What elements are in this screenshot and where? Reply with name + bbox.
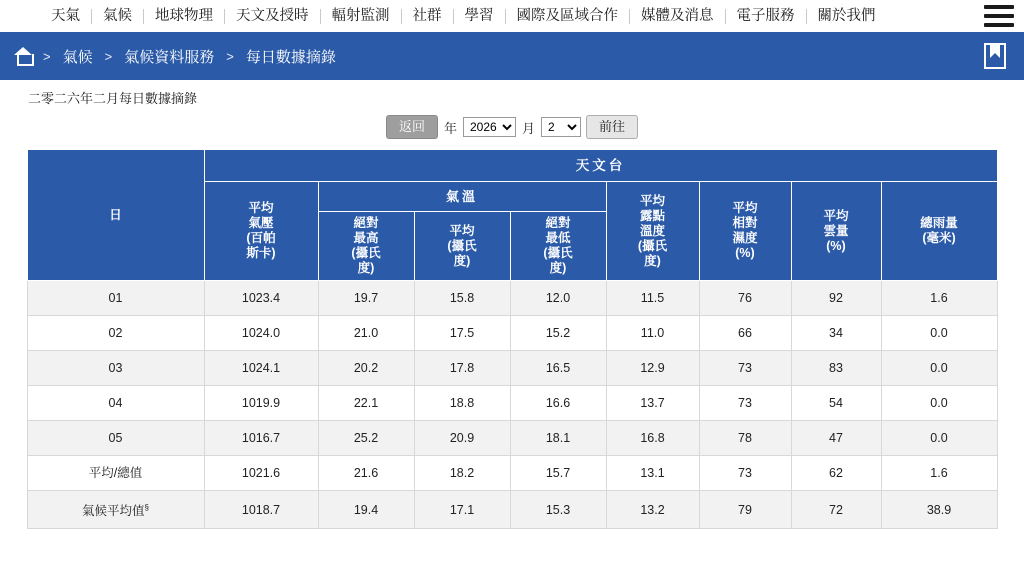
hamburger-bar xyxy=(984,14,1014,18)
col-header-temp-min-line: 絕對 xyxy=(545,216,571,230)
col-header-temp-mean xyxy=(414,212,510,281)
col-header-dewpoint-line: (攝氏 xyxy=(637,238,668,253)
cell-temp-mean: 15.8 xyxy=(414,281,510,316)
cell-rainfall: 1.6 xyxy=(881,281,997,316)
cell-day: 03 xyxy=(27,351,204,386)
cell-temp-mean: 18.2 xyxy=(414,456,510,491)
col-header-temp-min-line: 度) xyxy=(549,261,567,275)
col-header-temp-min-line: (攝氏 xyxy=(543,246,573,260)
breadcrumb xyxy=(14,46,984,67)
col-header-temp-max xyxy=(318,212,414,281)
col-header-temp-mean-line: 度) xyxy=(453,253,471,268)
cell-temp-min: 15.7 xyxy=(510,456,606,491)
col-header-temp-max-line: 最高 xyxy=(353,231,379,245)
col-header-temp-max-line: (攝氏 xyxy=(351,246,381,260)
col-header-temp-max-line: 度) xyxy=(357,261,375,275)
col-header-cloud xyxy=(791,182,881,281)
cell-temp-max: 21.0 xyxy=(318,316,414,351)
nav-item-about-us[interactable]: 關於我們 xyxy=(817,8,876,24)
cell-cloud: 72 xyxy=(791,491,881,529)
col-header-pressure-line: 氣壓 xyxy=(248,216,274,230)
cell-pressure: 1021.6 xyxy=(204,456,318,491)
nav-item-cooperation[interactable]: 國際及區域合作 xyxy=(516,8,618,24)
col-header-cloud-line: 平均 xyxy=(823,208,849,223)
cell-pressure: 1024.1 xyxy=(204,351,318,386)
cell-rainfall: 1.6 xyxy=(881,456,997,491)
cell-temp-min: 18.1 xyxy=(510,421,606,456)
cell-temp-min: 12.0 xyxy=(510,281,606,316)
col-header-dewpoint-line: 露點 xyxy=(639,208,665,223)
breadcrumb-item-daily-extract[interactable]: 每日數據摘錄 xyxy=(245,48,336,66)
nav-item-radiation[interactable]: 輻射監測 xyxy=(331,8,390,24)
cell-temp-mean: 18.8 xyxy=(414,386,510,421)
table-row xyxy=(27,281,997,316)
cell-dewpoint: 13.2 xyxy=(606,491,699,529)
cell-rainfall: 0.0 xyxy=(881,351,997,386)
nav-item-community[interactable]: 社群 xyxy=(412,8,442,24)
cell-temp-max: 25.2 xyxy=(318,421,414,456)
col-header-dewpoint xyxy=(606,182,699,281)
cell-humidity: 66 xyxy=(699,316,791,351)
nav-item-media[interactable]: 媒體及消息 xyxy=(641,8,714,24)
cell-temp-min: 16.6 xyxy=(510,386,606,421)
col-header-temp-mean-line: 平均 xyxy=(449,223,475,238)
cell-temp-mean: 17.5 xyxy=(414,316,510,351)
cell-temp-mean: 17.8 xyxy=(414,351,510,386)
col-header-humidity-line: 相對 xyxy=(732,216,758,230)
cell-temp-max: 19.7 xyxy=(318,281,414,316)
col-header-temperature-group: 氣溫 xyxy=(318,182,606,212)
table-row xyxy=(27,351,997,386)
table-row xyxy=(27,491,997,529)
cell-cloud: 34 xyxy=(791,316,881,351)
cell-cloud: 92 xyxy=(791,281,881,316)
go-button[interactable]: 前往 xyxy=(586,115,638,139)
cell-cloud: 83 xyxy=(791,351,881,386)
cell-pressure: 1023.4 xyxy=(204,281,318,316)
daily-data-table xyxy=(27,149,998,529)
daily-data-table-container xyxy=(26,149,998,529)
col-header-cloud-line: 雲量 xyxy=(823,223,849,238)
col-header-temp-max-line: 絕對 xyxy=(353,216,379,230)
cell-temp-max: 21.6 xyxy=(318,456,414,491)
cell-temp-mean: 20.9 xyxy=(414,421,510,456)
cell-dewpoint: 13.7 xyxy=(606,386,699,421)
cell-humidity: 79 xyxy=(699,491,791,529)
year-label: 年 xyxy=(443,120,457,136)
year-select[interactable] xyxy=(463,117,516,137)
cell-dewpoint: 11.0 xyxy=(606,316,699,351)
daily-data-table-body xyxy=(27,281,997,529)
col-header-station: 天文台 xyxy=(204,150,997,182)
cell-humidity: 76 xyxy=(699,281,791,316)
col-header-cloud-line: (%) xyxy=(826,238,846,253)
col-header-temp-mean-line: (攝氏 xyxy=(447,238,477,253)
table-row xyxy=(27,456,997,491)
cell-dewpoint: 11.5 xyxy=(606,281,699,316)
col-header-humidity-line: 濕度 xyxy=(732,231,758,245)
breadcrumb-separator: > xyxy=(104,48,113,64)
col-header-rainfall xyxy=(881,182,997,281)
cell-rainfall: 38.9 xyxy=(881,491,997,529)
cell-dewpoint: 16.8 xyxy=(606,421,699,456)
cell-pressure: 1024.0 xyxy=(204,316,318,351)
cell-humidity: 73 xyxy=(699,456,791,491)
col-header-humidity-line: (%) xyxy=(735,246,755,260)
cell-day: 02 xyxy=(27,316,204,351)
col-header-pressure-line: (百帕 xyxy=(246,231,276,245)
col-header-pressure-line: 平均 xyxy=(248,201,274,215)
cell-temp-mean: 17.1 xyxy=(414,491,510,529)
back-button[interactable]: 返回 xyxy=(386,115,438,139)
top-navigation-bar xyxy=(0,0,1024,32)
cell-rainfall: 0.0 xyxy=(881,316,997,351)
cell-pressure: 1018.7 xyxy=(204,491,318,529)
nav-item-eservices[interactable]: 電子服務 xyxy=(736,8,795,24)
cell-dewpoint: 13.1 xyxy=(606,456,699,491)
table-row xyxy=(27,316,997,351)
breadcrumb-bar xyxy=(0,32,1024,80)
cell-day: 05 xyxy=(27,421,204,456)
table-row xyxy=(27,386,997,421)
cell-cloud: 47 xyxy=(791,421,881,456)
cell-dewpoint: 12.9 xyxy=(606,351,699,386)
col-header-dewpoint-line: 平均 xyxy=(639,193,665,208)
cell-cloud: 62 xyxy=(791,456,881,491)
cell-humidity: 73 xyxy=(699,351,791,386)
cell-day: 01 xyxy=(27,281,204,316)
col-header-temp-min-line: 最低 xyxy=(545,231,571,245)
home-icon[interactable] xyxy=(14,47,33,65)
col-header-dewpoint-line: 溫度 xyxy=(639,223,665,238)
hamburger-bar xyxy=(984,23,1014,27)
cell-temp-min: 15.3 xyxy=(510,491,606,529)
page-title: 二零二六年二月每日數據摘錄 xyxy=(28,91,198,106)
col-header-pressure-line: 斯卡) xyxy=(246,246,276,260)
month-label: 月 xyxy=(522,120,536,136)
col-header-rainfall-line: 總雨量 xyxy=(920,216,958,230)
footnote-marker: § xyxy=(144,503,149,512)
col-header-humidity-line: 平均 xyxy=(732,201,758,215)
breadcrumb-item-climate[interactable]: 氣候 xyxy=(62,48,93,66)
cell-temp-max: 20.2 xyxy=(318,351,414,386)
hamburger-bar xyxy=(984,5,1014,9)
cell-temp-min: 16.5 xyxy=(510,351,606,386)
cell-pressure: 1019.9 xyxy=(204,386,318,421)
cell-temp-min: 15.2 xyxy=(510,316,606,351)
cell-rainfall: 0.0 xyxy=(881,386,997,421)
page-content xyxy=(0,80,1024,529)
cell-day: 氣候平均值§ xyxy=(27,491,204,529)
col-header-pressure xyxy=(204,182,318,281)
nav-item-astronomy[interactable]: 天文及授時 xyxy=(236,8,309,24)
bookmark-icon[interactable] xyxy=(984,43,1006,69)
cell-humidity: 73 xyxy=(699,386,791,421)
cell-humidity: 78 xyxy=(699,421,791,456)
col-header-day: 日 xyxy=(27,150,204,281)
top-nav-items xyxy=(40,8,970,24)
cell-day: 04 xyxy=(27,386,204,421)
col-header-temp-min xyxy=(510,212,606,281)
breadcrumb-separator: > xyxy=(226,48,234,64)
breadcrumb-separator: > xyxy=(43,48,51,64)
nav-item-climate[interactable]: 氣候 xyxy=(103,8,132,24)
cell-rainfall: 0.0 xyxy=(881,421,997,456)
nav-item-weather[interactable]: 天氣 xyxy=(51,8,80,24)
nav-item-geophysics[interactable]: 地球物理 xyxy=(155,8,213,24)
table-header-row-station xyxy=(27,150,997,182)
date-selector-controls xyxy=(26,111,998,149)
cell-cloud: 54 xyxy=(791,386,881,421)
col-header-humidity xyxy=(699,182,791,281)
table-row xyxy=(27,421,997,456)
nav-item-learning[interactable]: 學習 xyxy=(464,8,494,24)
cell-pressure: 1016.7 xyxy=(204,421,318,456)
cell-temp-max: 19.4 xyxy=(318,491,414,529)
breadcrumb-item-climate-data-services[interactable]: 氣候資料服務 xyxy=(124,48,215,66)
cell-day: 平均/總值 xyxy=(27,456,204,491)
col-header-dewpoint-line: 度) xyxy=(644,253,661,268)
month-select[interactable] xyxy=(541,117,581,137)
col-header-rainfall-line: (毫米) xyxy=(922,231,956,245)
cell-temp-max: 22.1 xyxy=(318,386,414,421)
hamburger-menu-icon[interactable] xyxy=(984,5,1014,27)
